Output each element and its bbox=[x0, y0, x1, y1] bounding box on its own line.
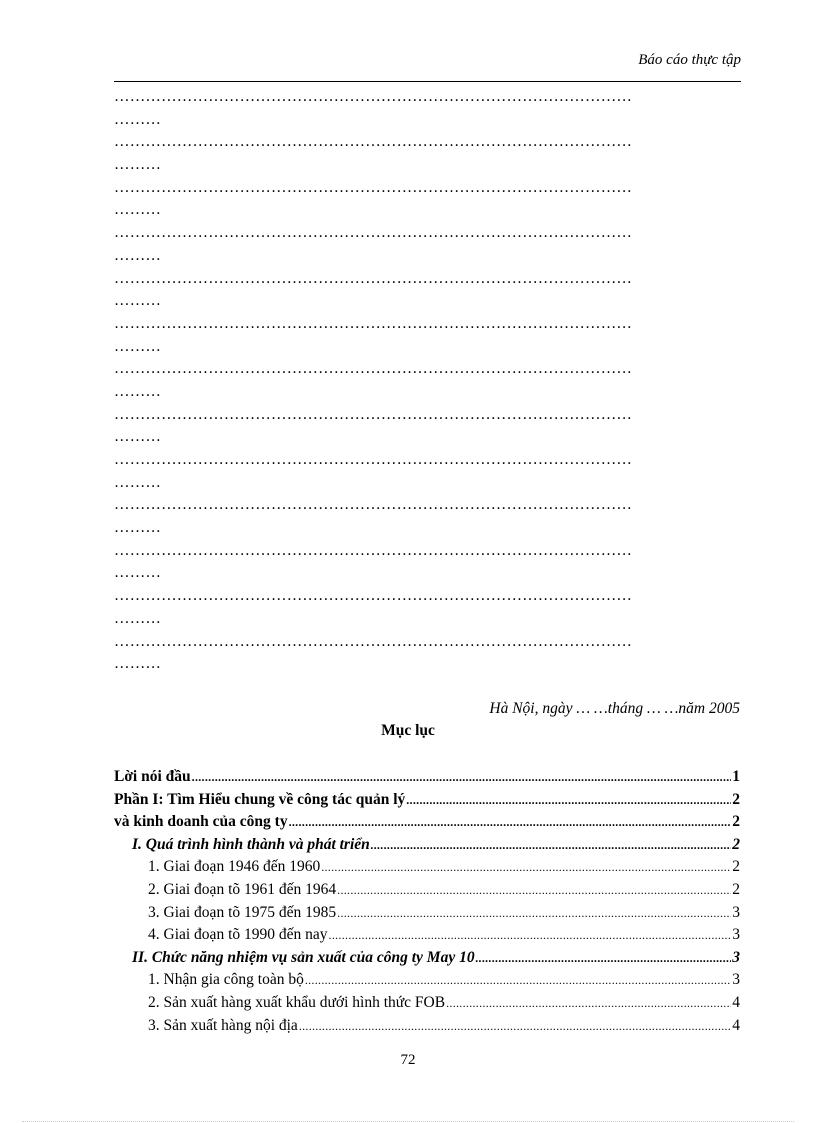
dotted-line: ……… bbox=[114, 473, 162, 491]
toc-entry-title: 1. Nhận gia công toàn bộ bbox=[148, 971, 304, 989]
dotted-line: ……… bbox=[114, 609, 162, 627]
toc-entry[interactable] bbox=[114, 902, 740, 925]
toc-dot-leader bbox=[405, 789, 731, 812]
page-bottom-edge bbox=[22, 1121, 794, 1122]
dotted-line: ……………………………………………………………………………………… bbox=[114, 405, 633, 423]
toc-entry[interactable] bbox=[114, 1015, 740, 1038]
dotted-line: ……………………………………………………………………………………… bbox=[114, 133, 633, 151]
page-number: 72 bbox=[400, 1052, 416, 1068]
toc-entry-page: 4 bbox=[732, 1016, 740, 1034]
dotted-line: ……… bbox=[114, 337, 162, 355]
toc-entry[interactable] bbox=[114, 947, 740, 970]
toc-dot-leader bbox=[320, 856, 731, 879]
toc-dot-leader bbox=[191, 766, 732, 789]
toc-entry-page: 2 bbox=[732, 858, 740, 876]
dotted-line: ……… bbox=[114, 428, 162, 446]
toc-dot-leader bbox=[304, 969, 731, 992]
toc-entry-title: 3. Sản xuất hàng nội địa bbox=[148, 1016, 298, 1034]
toc-entry-page: 2 bbox=[732, 813, 740, 831]
toc-entry-title: 3. Giai đoạn tõ 1975 đến 1985 bbox=[148, 903, 337, 921]
toc-dot-leader bbox=[328, 924, 732, 947]
toc-entry[interactable] bbox=[114, 879, 740, 902]
dotted-line: ……………………………………………………………………………………… bbox=[114, 224, 633, 242]
dotted-line: ……… bbox=[114, 564, 162, 582]
dotted-line: ……………………………………………………………………………………… bbox=[114, 496, 633, 514]
dotted-answer-lines bbox=[114, 86, 734, 676]
toc-dot-leader bbox=[475, 947, 732, 970]
dotted-line: ……………………………………………………………………………………… bbox=[114, 541, 633, 559]
dotted-line: ……………………………………………………………………………………… bbox=[114, 632, 633, 650]
toc-dot-leader bbox=[445, 992, 731, 1015]
table-of-contents bbox=[114, 766, 740, 1037]
toc-dot-leader bbox=[336, 902, 731, 925]
toc-entry-page: 3 bbox=[732, 903, 740, 921]
toc-entry-title: Phần I: Tìm Hiểu chung về công tác quản lý bbox=[114, 790, 406, 808]
toc-entry[interactable] bbox=[114, 856, 740, 879]
toc-entry-page: 4 bbox=[732, 993, 740, 1011]
dotted-line: ……………………………………………………………………………………… bbox=[114, 178, 633, 196]
dotted-line: ……… bbox=[114, 246, 162, 264]
dotted-line: ……………………………………………………………………………………… bbox=[114, 269, 633, 287]
toc-entry-title: Lời nói đầu bbox=[114, 768, 191, 785]
toc-entry-title: 2. Sản xuất hàng xuất khẩu dưới hình thức FOB bbox=[148, 993, 446, 1011]
dotted-line: ……… bbox=[114, 110, 162, 128]
toc-entry-title: I. Quá trình hình thành và phát triển bbox=[132, 835, 370, 853]
toc-entry-title: 4. Giai đoạn tõ 1990 đến nay bbox=[148, 926, 328, 944]
toc-entry-title: 1. Giai đoạn 1946 đến 1960 bbox=[148, 858, 321, 876]
header-title: Báo cáo thực tập bbox=[638, 52, 741, 68]
toc-entry-title: 2. Giai đoạn tõ 1961 đến 1964 bbox=[148, 880, 337, 898]
toc-dot-leader bbox=[298, 1015, 731, 1038]
date-line: Hà Nội, ngày … …tháng … …năm 2005 bbox=[489, 700, 740, 717]
dotted-line: ……………………………………………………………………………………… bbox=[114, 587, 633, 605]
toc-entry[interactable] bbox=[114, 992, 740, 1015]
dotted-line: ……………………………………………………………………………………… bbox=[114, 314, 633, 332]
dotted-line: ……… bbox=[114, 382, 162, 400]
toc-entry[interactable] bbox=[114, 811, 740, 834]
toc-entry-title: và kinh doanh của công ty bbox=[114, 813, 288, 831]
toc-entry-page: 3 bbox=[732, 971, 740, 989]
toc-entry-page: 2 bbox=[732, 835, 740, 853]
dotted-line: ……… bbox=[114, 655, 162, 673]
toc-dot-leader bbox=[370, 834, 731, 857]
dotted-line: ……………………………………………………………………………………… bbox=[114, 88, 633, 105]
dotted-line: ……… bbox=[114, 519, 162, 537]
toc-entry[interactable] bbox=[114, 969, 740, 992]
toc-entry[interactable] bbox=[114, 789, 740, 812]
toc-entry[interactable] bbox=[114, 834, 740, 857]
toc-entry-page: 3 bbox=[732, 948, 740, 966]
dotted-line: ……… bbox=[114, 201, 162, 219]
dotted-line: ……… bbox=[114, 292, 162, 310]
dotted-line: ……………………………………………………………………………………… bbox=[114, 360, 633, 378]
toc-entry-title: II. Chức năng nhiệm vụ sản xuất của công ty May 10 bbox=[132, 948, 475, 966]
toc-entry-page: 1 bbox=[732, 768, 740, 785]
toc-entry[interactable] bbox=[114, 924, 740, 947]
toc-entry-page: 3 bbox=[732, 926, 740, 944]
toc-entry-page: 2 bbox=[732, 880, 740, 898]
toc-title: Mục lục bbox=[381, 722, 435, 739]
toc-entry[interactable] bbox=[114, 766, 740, 789]
page-header bbox=[114, 50, 741, 82]
toc-entry-page: 2 bbox=[732, 790, 740, 808]
toc-dot-leader bbox=[288, 811, 732, 834]
dotted-line: ……………………………………………………………………………………… bbox=[114, 451, 633, 468]
toc-dot-leader bbox=[336, 879, 731, 902]
dotted-line: ……… bbox=[114, 156, 162, 174]
